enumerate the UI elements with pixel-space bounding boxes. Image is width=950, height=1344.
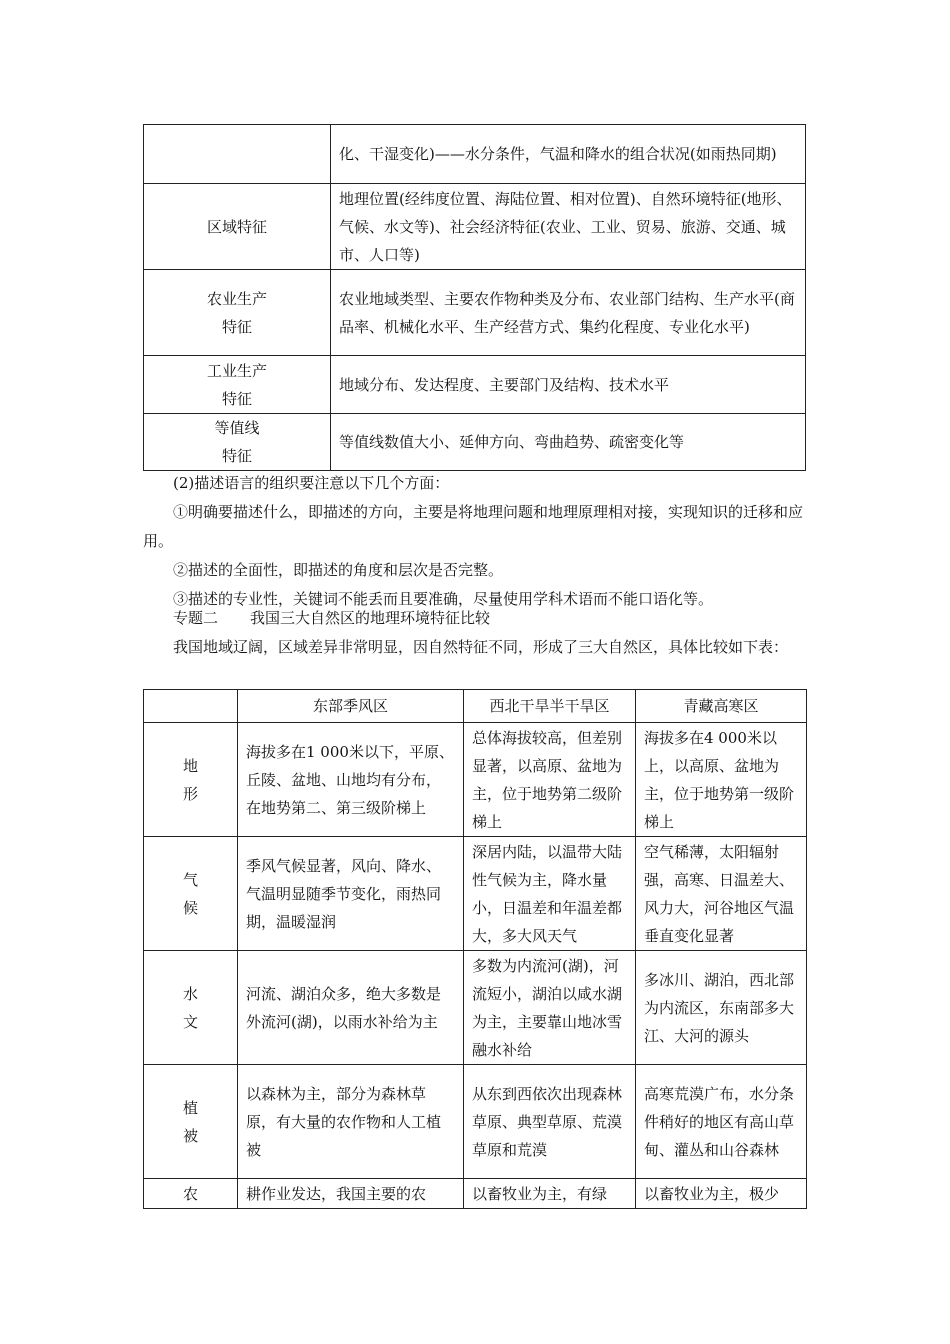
- row-value: 化、干湿变化)——水分条件，气温和降水的组合状况(如雨热同期): [331, 125, 806, 184]
- row-key: 农: [144, 1179, 238, 1209]
- cell: 耕作业发达，我国主要的农: [238, 1179, 464, 1209]
- row-key: [144, 270, 331, 356]
- key-char: 水: [182, 984, 198, 1003]
- cell: 深居内陆，以温带大陆性气候为主，降水量小，日温差和年温差都大，多大风天气: [464, 837, 636, 951]
- key-line: 等值线: [214, 419, 260, 437]
- cell: 总体海拔较高，但差别显著，以高原、盆地为主，位于地势第二级阶梯上: [464, 723, 636, 837]
- description-table: [143, 124, 806, 471]
- table-row: [144, 125, 806, 184]
- header-row: [144, 690, 807, 723]
- table-row: [144, 951, 807, 1065]
- key-line: 特征: [221, 389, 252, 408]
- row-value: 地理位置(经纬度位置、海陆位置、相对位置)、自然环境特征(地形、气候、水文等)、社会经济特征(农业、工业、贸易、旅游、交通、城市、人口等): [331, 184, 806, 270]
- row-key: [144, 1065, 238, 1179]
- row-key: [144, 837, 238, 951]
- table-row: [144, 1179, 807, 1209]
- section-number: 专题二: [173, 609, 219, 627]
- cell: 季风气候显著，风向、降水、气温明显随季节变化，雨热同期，温暖湿润: [238, 837, 464, 951]
- paragraph: ①明确要描述什么，即描述的方向，主要是将地理问题和地理原理相对接，实现知识的迁移和应用。: [143, 503, 804, 550]
- paragraph: ②描述的全面性，即描述的角度和层次是否完整。: [173, 561, 504, 579]
- key-char: 地: [182, 756, 198, 775]
- key-char: 植: [182, 1098, 198, 1117]
- cell: 以森林为主，部分为森林草原，有大量的农作物和人工植被: [238, 1065, 464, 1179]
- paragraph: ③描述的专业性，关键词不能丢而且要准确，尽量使用学科术语而不能口语化等。: [173, 590, 714, 608]
- row-value: 等值线数值大小、延伸方向、弯曲趋势、疏密变化等: [331, 414, 806, 471]
- table-row: [144, 356, 806, 414]
- row-key: [144, 414, 331, 471]
- paragraph: 我国地域辽阔，区域差异非常明显，因自然特征不同，形成了三大自然区，具体比较如下表：: [173, 638, 789, 656]
- cell: 从东到西依次出现森林草原、典型草原、荒漠草原和荒漠: [464, 1065, 636, 1179]
- table-row: [144, 723, 807, 837]
- cell: 空气稀薄，太阳辐射强，高寒、日温差大、风力大，河谷地区气温垂直变化显著: [636, 837, 807, 951]
- key-line: 特征: [221, 317, 252, 336]
- table-row: [144, 837, 807, 951]
- cell: 以畜牧业为主，有绿: [464, 1179, 636, 1209]
- table-row: [144, 414, 806, 471]
- column-header: 东部季风区: [238, 690, 464, 723]
- row-key: [144, 125, 331, 184]
- table-row: [144, 184, 806, 270]
- row-key: 区域特征: [144, 184, 331, 270]
- cell: 以畜牧业为主，极少: [636, 1179, 807, 1209]
- cell: 多数为内流河(湖)，河流短小，湖泊以咸水湖为主，主要靠山地冰雪融水补给: [464, 951, 636, 1065]
- key-char: 气: [182, 870, 198, 889]
- section-heading: [143, 604, 806, 633]
- row-value: 农业地域类型、主要农作物种类及分布、农业部门结构、生产水平(商品率、机械化水平、生产经营方式、集约化程度、专业化水平): [331, 270, 806, 356]
- key-line: 农业生产: [206, 289, 267, 308]
- column-header: [144, 690, 238, 723]
- cell: 河流、湖泊众多，绝大多数是外流河(湖)，以雨水补给为主: [238, 951, 464, 1065]
- comparison-table: [143, 689, 807, 1209]
- cell: 多冰川、湖泊，西北部为内流区，东南部多大江、大河的源头: [636, 951, 807, 1065]
- row-key: [144, 356, 331, 414]
- key-char: 文: [182, 1012, 198, 1031]
- key-line: 工业生产: [206, 361, 267, 380]
- section-title: 我国三大自然区的地理环境特征比较: [250, 609, 491, 627]
- cell: 海拔多在4 000米以上，以高原、盆地为主，位于地势第一级阶梯上: [636, 723, 807, 837]
- table-row: [144, 270, 806, 356]
- row-key: [144, 951, 238, 1065]
- key-char: 形: [182, 784, 198, 803]
- key-char: 被: [182, 1126, 198, 1145]
- cell: 海拔多在1 000米以下，平原、丘陵、盆地、山地均有分布，在地势第二、第三级阶梯上: [238, 723, 464, 837]
- paragraph: (2)描述语言的组织要注意以下几个方面：: [173, 474, 450, 492]
- key-line: 特征: [221, 447, 252, 465]
- row-value: 地域分布、发达程度、主要部门及结构、技术水平: [331, 356, 806, 414]
- cell: 高寒荒漠广布，水分条件稍好的地区有高山草甸、灌丛和山谷森林: [636, 1065, 807, 1179]
- column-header: 西北干旱半干旱区: [464, 690, 636, 723]
- key-char: 候: [182, 898, 198, 917]
- row-key: [144, 723, 238, 837]
- table-row: [144, 1065, 807, 1179]
- column-header: 青藏高寒区: [636, 690, 807, 723]
